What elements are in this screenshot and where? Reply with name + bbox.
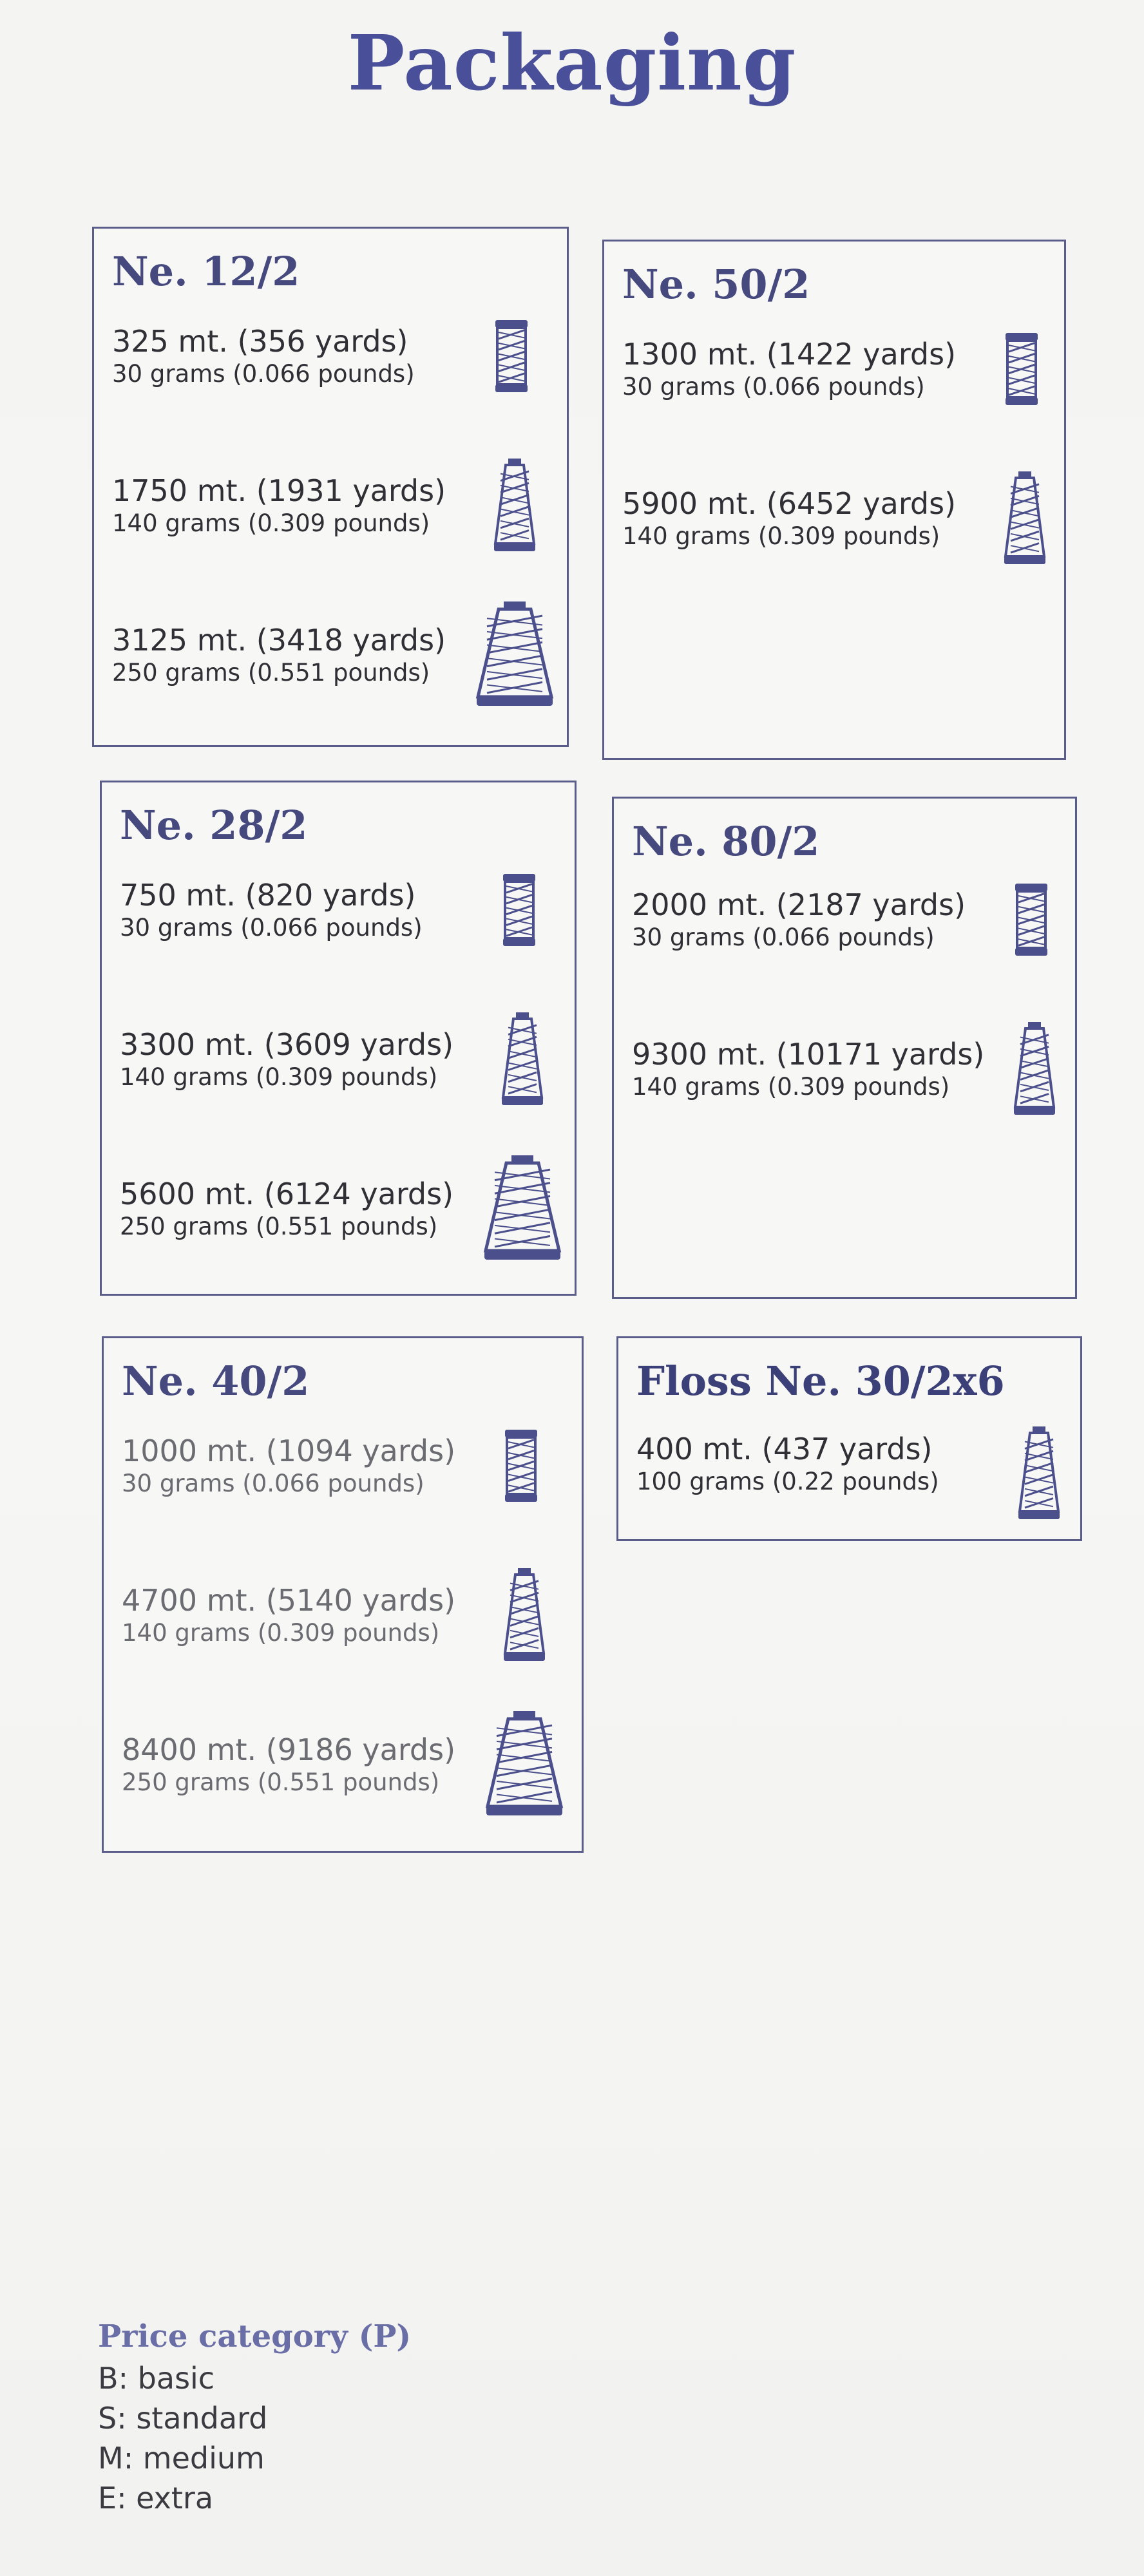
packaging-entry xyxy=(122,1434,566,1543)
weight-text: 100 grams (0.22 pounds) xyxy=(636,1468,939,1495)
weight-text: 30 grams (0.066 pounds) xyxy=(112,360,415,388)
weight-text: 140 grams (0.309 pounds) xyxy=(122,1619,440,1647)
weight-text: 30 grams (0.066 pounds) xyxy=(632,923,935,951)
length-text: 3125 mt. (3418 yards) xyxy=(112,623,446,658)
packaging-entry xyxy=(122,1732,566,1842)
weight-text: 140 grams (0.309 pounds) xyxy=(112,509,430,537)
legend-title: Price category (P) xyxy=(98,2318,412,2354)
packaging-box-ne-28-2 xyxy=(100,781,577,1296)
weight-text: 250 grams (0.551 pounds) xyxy=(122,1768,440,1796)
packaging-entry xyxy=(632,887,1076,997)
weight-text: 140 grams (0.309 pounds) xyxy=(632,1073,950,1101)
packaging-entry xyxy=(112,324,557,433)
legend-item: M: medium xyxy=(98,2441,265,2476)
legend-item: S: standard xyxy=(98,2401,268,2436)
length-text: 3300 mt. (3609 yards) xyxy=(120,1027,454,1062)
medium-spool-icon xyxy=(999,470,1051,569)
packaging-entry xyxy=(636,1432,1081,1541)
small-spool-icon xyxy=(999,330,1044,410)
packaging-entry xyxy=(112,473,557,583)
length-text: 8400 mt. (9186 yards) xyxy=(122,1732,456,1767)
weight-text: 250 grams (0.551 pounds) xyxy=(112,659,430,687)
page-title: Packaging xyxy=(347,18,797,108)
weight-text: 30 grams (0.066 pounds) xyxy=(122,1470,424,1497)
small-spool-icon xyxy=(499,1427,544,1507)
length-text: 4700 mt. (5140 yards) xyxy=(122,1583,456,1618)
box-title: Ne. 80/2 xyxy=(632,818,820,865)
medium-spool-icon xyxy=(489,457,540,556)
small-spool-icon xyxy=(1009,881,1054,961)
packaging-entry xyxy=(632,1037,1076,1146)
length-text: 1750 mt. (1931 yards) xyxy=(112,473,446,508)
box-title: Floss Ne. 30/2x6 xyxy=(636,1358,1005,1405)
large-cone-icon xyxy=(473,600,557,712)
packaging-box-ne-40-2 xyxy=(102,1336,584,1853)
length-text: 5600 mt. (6124 yards) xyxy=(120,1177,454,1211)
weight-text: 140 grams (0.309 pounds) xyxy=(120,1063,438,1091)
length-text: 750 mt. (820 yards) xyxy=(120,878,416,913)
length-text: 5900 mt. (6452 yards) xyxy=(622,486,957,521)
packaging-entry xyxy=(122,1583,566,1692)
packaging-box-floss-ne-30-2x6 xyxy=(616,1336,1082,1541)
price-category-legend xyxy=(98,2318,411,2518)
legend-item: E: extra xyxy=(98,2481,214,2515)
length-text: 1300 mt. (1422 yards) xyxy=(622,337,957,372)
length-text: 400 mt. (437 yards) xyxy=(636,1432,933,1466)
small-spool-icon xyxy=(497,871,542,951)
packaging-entry xyxy=(120,1027,564,1137)
packaging-entry xyxy=(622,486,1067,596)
packaging-entry xyxy=(120,878,564,987)
medium-spool-icon xyxy=(1009,1021,1060,1120)
box-title: Ne. 28/2 xyxy=(120,802,308,849)
box-title: Ne. 40/2 xyxy=(122,1358,310,1405)
box-title: Ne. 50/2 xyxy=(622,261,810,308)
packaging-box-ne-80-2 xyxy=(612,797,1077,1299)
legend-item: B: basic xyxy=(98,2361,215,2396)
medium-spool-icon xyxy=(499,1567,550,1666)
large-cone-icon xyxy=(482,1710,566,1822)
weight-text: 250 grams (0.551 pounds) xyxy=(120,1213,438,1240)
packaging-box-ne-12-2 xyxy=(92,227,569,747)
packaging-entry xyxy=(112,623,557,732)
packaging-box-ne-50-2 xyxy=(602,240,1066,760)
length-text: 325 mt. (356 yards) xyxy=(112,324,408,359)
length-text: 9300 mt. (10171 yards) xyxy=(632,1037,985,1072)
length-text: 1000 mt. (1094 yards) xyxy=(122,1434,456,1468)
packaging-entry xyxy=(120,1177,564,1286)
weight-text: 140 grams (0.309 pounds) xyxy=(622,522,940,550)
length-text: 2000 mt. (2187 yards) xyxy=(632,887,966,922)
box-title: Ne. 12/2 xyxy=(112,248,300,295)
weight-text: 30 grams (0.066 pounds) xyxy=(120,914,423,942)
packaging-entry xyxy=(622,337,1067,446)
weight-text: 30 grams (0.066 pounds) xyxy=(622,373,925,401)
medium-spool-icon xyxy=(497,1011,548,1110)
medium-spool-icon xyxy=(1013,1425,1065,1524)
large-cone-icon xyxy=(481,1154,564,1266)
small-spool-icon xyxy=(489,317,534,397)
